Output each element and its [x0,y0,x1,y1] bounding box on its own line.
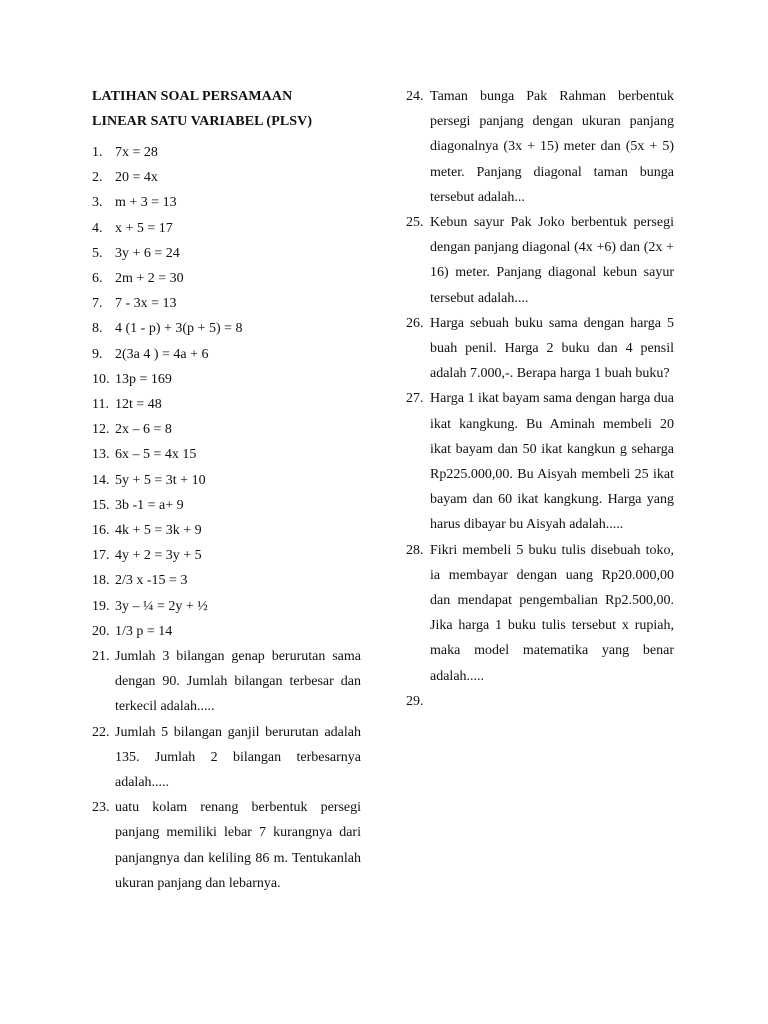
question-number: 26. [406,315,424,331]
question-number: 10. [92,371,110,387]
question-item [92,291,361,316]
question-item [92,644,361,720]
question-text: 5y + 5 = 3t + 10 [115,472,206,488]
question-item [92,342,361,367]
question-item [92,468,361,493]
question-item [92,543,361,568]
question-item [92,493,361,518]
question-text: 20 = 4x [115,170,158,186]
question-number: 20. [92,623,110,639]
question-text: Kebun sayur Pak Joko berbentuk persegi dengan panjang diagonal (4x +6) dan (2x + 16) meter. Panjang diagonal kebun sayur tersebut adalah.... [430,215,674,306]
question-number: 11. [92,397,109,413]
question-item [92,568,361,593]
question-item [406,311,674,387]
question-number: 13. [92,447,110,463]
question-item [92,594,361,619]
question-text: Jumlah 3 bilangan genap berurutan sama dengan 90. Jumlah bilangan terbesar dan terkecil adalah..... [115,649,361,715]
question-text: 7 - 3x = 13 [115,296,177,312]
question-text: 13p = 169 [115,371,172,387]
question-item [406,538,674,689]
question-text: 7x = 28 [115,145,158,160]
question-number: 3. [92,195,103,211]
question-item [92,316,361,341]
question-text: Fikri membeli 5 buku tulis disebuah toko, ia membayar dengan uang Rp20.000,00 dan mendapat pengembalian Rp2.500,00. Jika harga 1 buku tulis tersebut x rupiah, maka model matematika yang benar adalah..... [430,542,674,684]
question-number: 12. [92,422,110,438]
question-text: 12t = 48 [115,397,162,413]
question-text: uatu kolam renang berbentuk persegi panjang memiliki lebar 7 kurangnya dari panjangnya dan keliling 86 m. Tentukanlah ukuran panjang dan lebarnya. [115,800,361,891]
question-number: 22. [92,724,110,740]
question-text: 4y + 2 = 3y + 5 [115,548,202,564]
question-text: 2x – 6 = 8 [115,422,172,438]
question-number: 9. [92,346,103,362]
question-text: Jumlah 5 bilangan ganjil berurutan adalah 135. Jumlah 2 bilangan terbesarnya adalah..... [115,724,361,791]
question-text: 2/3 x -15 = 3 [115,573,188,589]
question-item [92,619,361,644]
question-item [92,190,361,215]
question-number: 2. [92,170,103,186]
question-text: x + 5 = 17 [115,220,173,236]
title-line-2: LINEAR SATU VARIABEL (PLSV) [92,114,313,129]
question-text: 6x – 5 = 4x 15 [115,447,197,463]
question-list-left [92,140,361,896]
question-text: Harga 1 ikat bayam sama dengan harga dua ikat kangkung. Bu Aminah membeli 20 ikat bayam dan 50 ikat kangkun g seharga Rp225.000,00. Bu Aisyah membeli 25 ikat bayam dan 60 ikat kangkung. Harga yang harus dibayar bu Aisyah adalah..... [430,391,675,533]
question-item [92,140,361,165]
question-item [92,216,361,241]
question-number: 17. [92,548,110,564]
question-number: 4. [92,220,103,236]
question-item [92,392,361,417]
question-text: 4k + 5 = 3k + 9 [115,523,202,539]
question-number: 5. [92,245,103,261]
question-item [92,266,361,291]
question-item [406,386,674,537]
question-item [92,720,361,796]
question-text: 3b -1 = a+ 9 [115,497,184,513]
question-item [92,795,361,896]
question-item [92,241,361,266]
question-text: 1/3 p = 14 [115,623,173,639]
question-number: 14. [92,472,110,488]
question-text: Taman bunga Pak Rahman berbentuk persegi panjang dengan ukuran panjang diagonalnya (3x + 15) meter dan (5x + 5) meter. Panjang diagonal taman bunga tersebut adalah... [430,89,674,205]
question-number: 19. [92,598,110,614]
question-number: 15. [92,497,110,513]
question-text: 2m + 2 = 30 [115,271,184,287]
document-title [92,84,361,134]
question-text: 4 (1 - p) + 3(p + 5) = 8 [115,321,243,337]
question-item [406,84,674,210]
question-number: 1. [92,145,103,160]
question-text: 3y + 6 = 24 [115,245,180,261]
question-number: 7. [92,296,103,312]
question-item [92,367,361,392]
question-number: 23. [92,800,110,816]
question-text: 2(3a 4 ) = 4a + 6 [115,346,209,362]
question-item [92,165,361,190]
question-text: m + 3 = 13 [115,195,177,211]
question-list-right [406,84,674,714]
question-item [406,210,674,311]
right-column [406,84,674,714]
question-number: 25. [406,215,424,231]
question-item [92,518,361,543]
question-number: 27. [406,391,424,407]
question-number: 16. [92,523,110,539]
question-text: Harga sebuah buku sama dengan harga 5 buah penil. Harga 2 buku dan 4 pensil adalah 7.000,-. Berapa harga 1 buah buku? [430,315,674,382]
left-column [92,84,361,896]
title-line-1: LATIHAN SOAL PERSAMAAN [92,89,293,104]
question-number: 6. [92,271,103,287]
question-text: 3y – ¼ = 2y + ½ [115,598,208,614]
question-item [406,689,674,714]
question-number: 18. [92,573,110,589]
question-number: 8. [92,321,103,337]
question-number: 28. [406,542,424,558]
question-item [92,417,361,442]
question-number: 21. [92,649,110,665]
question-item [92,442,361,467]
question-number: 29. [406,693,424,709]
question-number: 24. [406,89,424,104]
